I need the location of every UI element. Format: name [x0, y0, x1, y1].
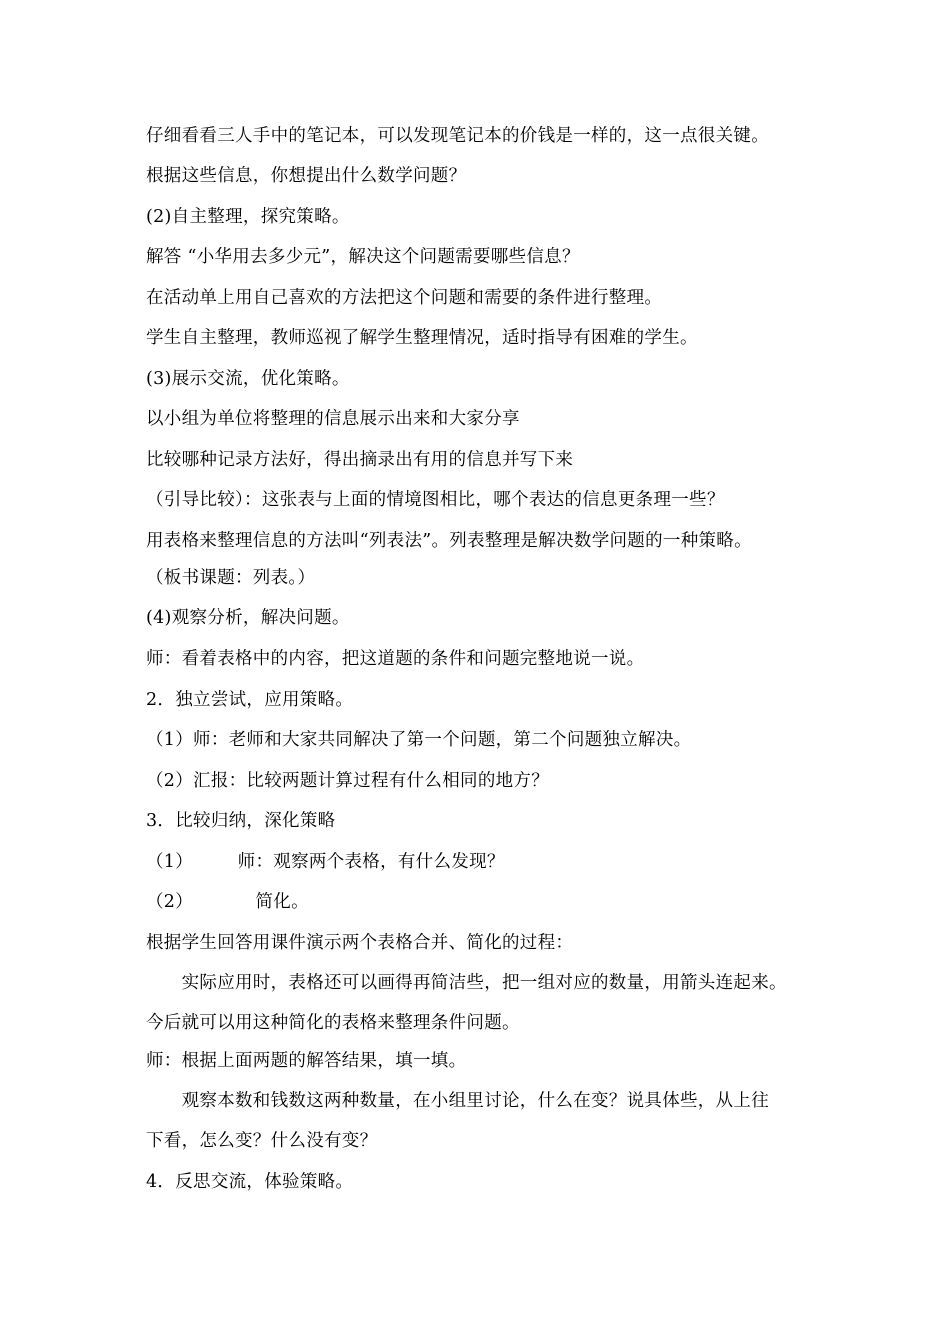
paragraph-line: 师：看着表格中的内容，把这道题的条件和问题完整地说一说。 [146, 649, 645, 669]
paragraph-line: （引导比较）：这张表与上面的情境图相比，哪个表达的信息更条理一些？ [146, 490, 725, 510]
paragraph-line: （1） 师：观察两个表格，有什么发现？ [146, 852, 505, 872]
paragraph-line: 在活动单上用自己喜欢的方法把这个问题和需要的条件进行整理。 [146, 288, 663, 308]
paragraph-line: 根据学生回答用课件演示两个表格合并、简化的过程： [146, 933, 574, 953]
paragraph-line: (4)观察分析，解决问题。 [146, 608, 350, 628]
paragraph-line: 4．反思交流，体验策略。 [146, 1172, 354, 1192]
paragraph-line: (3)展示交流，优化策略。 [146, 369, 350, 389]
paragraph-line: 3．比较归纳，深化策略 [146, 811, 336, 831]
paragraph-line: 观察本数和钱数这两种数量，在小组里讨论，什么在变？说具体些，从上往 [146, 1091, 769, 1111]
paragraph-line: 用表格来整理信息的方法叫“列表法”。列表整理是解决数学问题的一种策略。 [146, 531, 752, 551]
paragraph-line: （2）汇报：比较两题计算过程有什么相同的地方？ [146, 771, 550, 791]
paragraph-line: 今后就可以用这种简化的表格来整理条件问题。 [146, 1013, 520, 1033]
paragraph-line: 仔细看看三人手中的笔记本，可以发现笔记本的价钱是一样的，这一点很关键。 [146, 126, 769, 146]
paragraph-line: （1）师：老师和大家共同解决了第一个问题，第二个问题独立解决。 [146, 730, 692, 750]
paragraph-line: 2．独立尝试，应用策略。 [146, 690, 354, 710]
paragraph-line: （板书课题：列表。） [146, 568, 316, 588]
paragraph-line: 以小组为单位将整理的信息展示出来和大家分享 [146, 409, 520, 429]
paragraph-line: （2） 简化。 [146, 892, 309, 912]
paragraph-line: 学生自主整理，教师巡视了解学生整理情况，适时指导有困难的学生。 [146, 328, 698, 348]
paragraph-line: 比较哪种记录方法好，得出摘录出有用的信息并写下来 [146, 450, 574, 470]
paragraph-line: 下看，怎么变？什么没有变？ [146, 1131, 378, 1151]
paragraph-line: 实际应用时，表格还可以画得再简洁些，把一组对应的数量，用箭头连起来。 [146, 973, 787, 993]
paragraph-line: 根据这些信息，你想提出什么数学问题？ [146, 166, 467, 186]
paragraph-line: 解答 “小华用去多少元”，解决这个问题需要哪些信息？ [146, 247, 580, 267]
paragraph-line: (2)自主整理，探究策略。 [146, 207, 350, 227]
paragraph-line: 师：根据上面两题的解答结果，填一填。 [146, 1051, 467, 1071]
